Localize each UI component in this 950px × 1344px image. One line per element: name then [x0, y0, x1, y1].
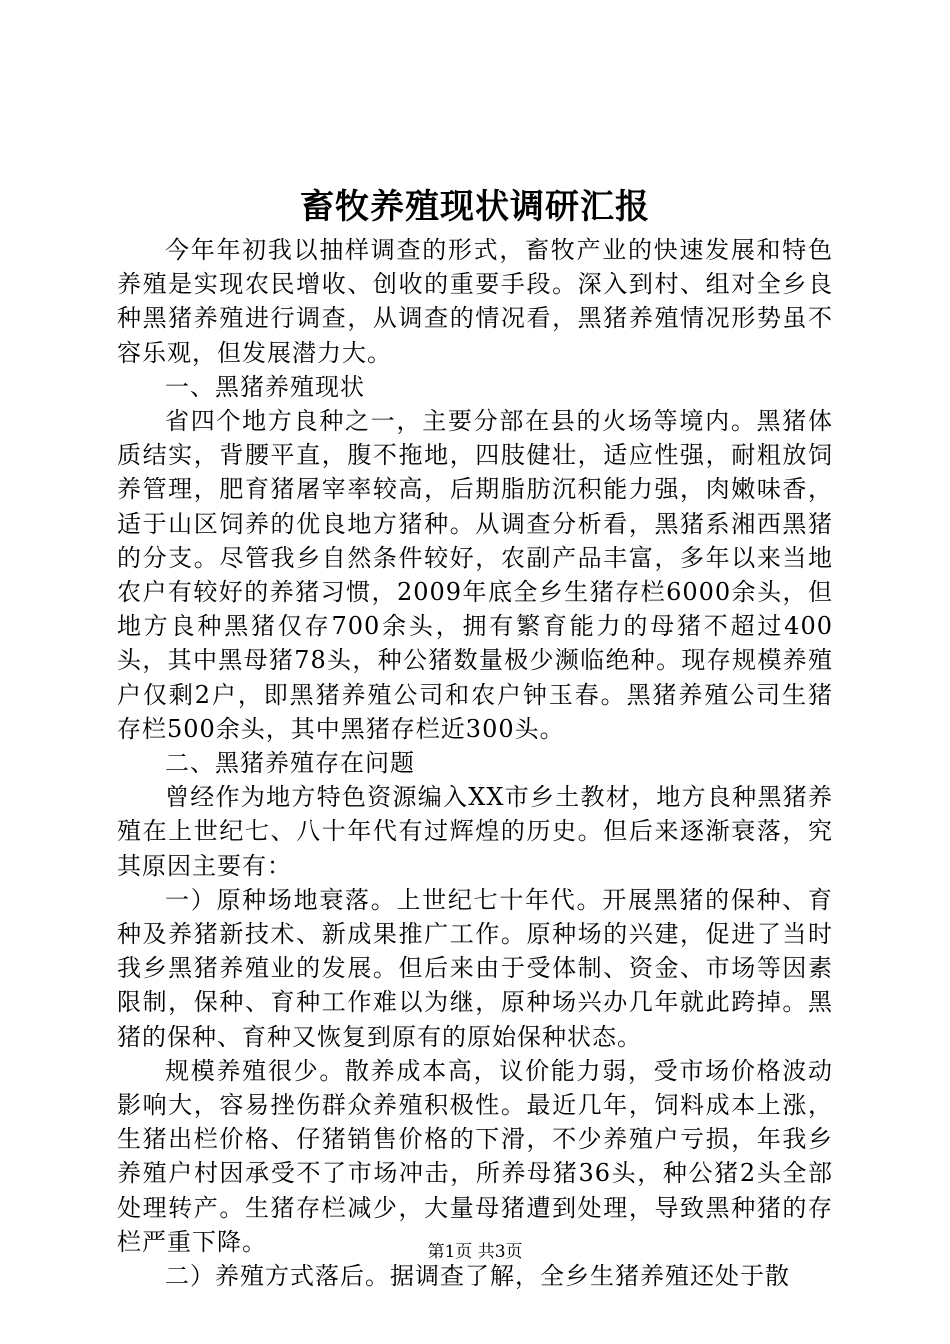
page-number-footer: 第1页 共3页	[427, 1242, 523, 1262]
paragraph-history: 曾经作为地方特色资源编入XX市乡土教材，地方良种黑猪养殖在上世纪七、八十年代有过辉煌的历史。但后来逐渐衰落，究其原因主要有：	[117, 783, 833, 880]
page-title: 畜牧养殖现状调研汇报	[300, 187, 650, 227]
paragraph-scale: 规模养殖很少。散养成本高，议价能力弱，受市场价格波动影响大，容易挫伤群众养殖积极性。最近几年，饲料成本上涨，生猪出栏价格、仔猪销售价格的下滑，不少养殖户亏损，年我乡养殖户村因承受不了市场冲击，所养母猪36头，种公猪2头全部处理转产。生猪存栏减少，大量母猪遭到处理，导致黑种猪的存栏严重下降。	[117, 1056, 833, 1256]
paragraph-breeding-farm: 一）原种场地衰落。上世纪七十年代。开展黑猪的保种、育种及养猪新技术、新成果推广工作。原种场的兴建，促进了当时我乡黑猪养殖业的发展。但后来由于受体制、资金、市场等因素限制，保种、育种工作难以为继，原种场兴办几年就此跨掉。黑猪的保种、育种又恢复到原有的原始保种状态。	[117, 885, 833, 1051]
document-body	[117, 233, 833, 1293]
paragraph-status: 省四个地方良种之一，主要分部在县的火场等境内。黑猪体质结实，背腰平直，腹不拖地，四肢健壮，适应性强，耐粗放饲养管理，肥育猪屠宰率较高，后期脂肪沉积能力强，肉嫩味香，适于山区饲养的优良地方猪种。从调查分析看，黑猪系湘西黑猪的分支。尽管我乡自然条件较好，农副产品丰富，多年以来当地农户有较好的养猪习惯，2009年底全乡生猪存栏6000余头，但地方良种黑猪仅存700余头，拥有繁育能力的母猪不超过400头，其中黑母猪78头，种公猪数量极少濒临绝种。现存规模养殖户仅剩2户，即黑猪养殖公司和农户钟玉春。黑猪养殖公司生猪存栏500余头，其中黑猪存栏近300头。	[117, 407, 833, 743]
section-heading-problems: 二、黑猪养殖存在问题	[165, 749, 415, 778]
section-heading-status: 一、黑猪养殖现状	[165, 372, 365, 401]
paragraph-intro: 今年年初我以抽样调查的形式，畜牧产业的快速发展和特色养殖是实现农民增收、创收的重要手段。深入到村、组对全乡良种黑猪养殖进行调查，从调查的情况看，黑猪养殖情况形势虽不容乐观，但发展潜力大。	[117, 236, 833, 367]
paragraph-methods: 二）养殖方式落后。据调查了解，全乡生猪养殖还处于散	[165, 1262, 790, 1291]
